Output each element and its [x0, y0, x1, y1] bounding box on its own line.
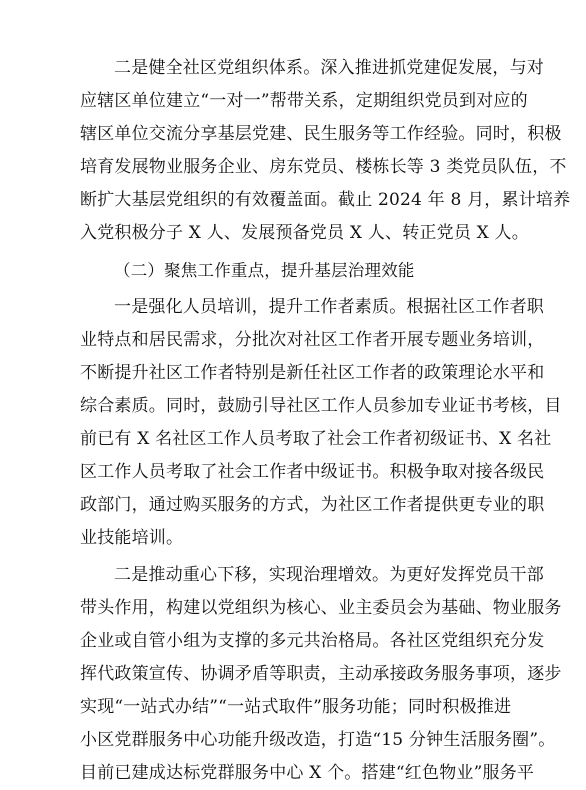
- text-line: 辖区单位交流分享基层党建、民生服务等工作经验。同时，积极: [80, 124, 562, 144]
- text-line: 挥代政策宣传、协调矛盾等职责，主动承接政务服务事项，逐步: [80, 664, 562, 684]
- text-line: 政部门，通过购买服务的方式，为社区工作者提供更专业的职: [80, 495, 545, 515]
- text-line: 企业或自管小组为支撑的多元共治格局。各社区党组织充分发: [80, 631, 545, 651]
- text-line: 区工作人员考取了社会工作者中级证书。积极争取对接各级民: [80, 462, 545, 482]
- heading-line: （二）聚焦工作重点，提升基层治理效能: [114, 261, 415, 280]
- text-line: 小区党群服务中心功能升级改造，打造“15 分钟生活服务圈”。: [80, 730, 556, 750]
- paragraph-party-organization: [80, 52, 571, 250]
- paragraph-staff-training: [80, 291, 562, 555]
- text-line: 目前已建成达标党群服务中心 X 个。搭建“红色物业”服务平: [80, 763, 535, 783]
- text-line: 二是健全社区党组织体系。深入推进抓党建促发展，与对: [114, 58, 544, 78]
- text-line: 断扩大基层党组织的有效覆盖面。截止 2024 年 8 月，累计培养: [80, 190, 571, 210]
- document-body: [80, 52, 571, 790]
- paragraph-governance: [80, 559, 562, 790]
- text-line: 业特点和居民需求，分批次对社区工作者开展专题业务培训，: [80, 330, 545, 350]
- text-line: 综合素质。同时，鼓励引导社区工作人员参加专业证书考核，目: [80, 396, 562, 416]
- section-heading: [80, 254, 510, 287]
- text-line: 入党积极分子 X 人、发展预备党员 X 人、转正党员 X 人。: [80, 223, 529, 243]
- text-line: 培育发展物业服务企业、房东党员、楼栋长等 3 类党员队伍，不: [80, 157, 567, 177]
- text-line: 一是强化人员培训，提升工作者素质。根据社区工作者职: [114, 297, 544, 317]
- text-line: 不断提升社区工作者特别是新任社区工作者的政策理论水平和: [80, 363, 545, 383]
- text-line: 带头作用，构建以党组织为核心、业主委员会为基础、物业服务: [80, 598, 562, 618]
- text-line: 应辖区单位建立“一对一”帮带关系，定期组织党员到对应的: [80, 91, 528, 111]
- text-line: 二是推动重心下移，实现治理增效。为更好发挥党员干部: [114, 565, 544, 585]
- text-line: 前已有 X 名社区工作人员考取了社会工作者初级证书、X 名社: [80, 429, 552, 449]
- text-line: 业技能培训。: [80, 528, 184, 548]
- text-line: 实现“一站式办结”“一站式取件”服务功能；同时积极推进: [80, 697, 512, 717]
